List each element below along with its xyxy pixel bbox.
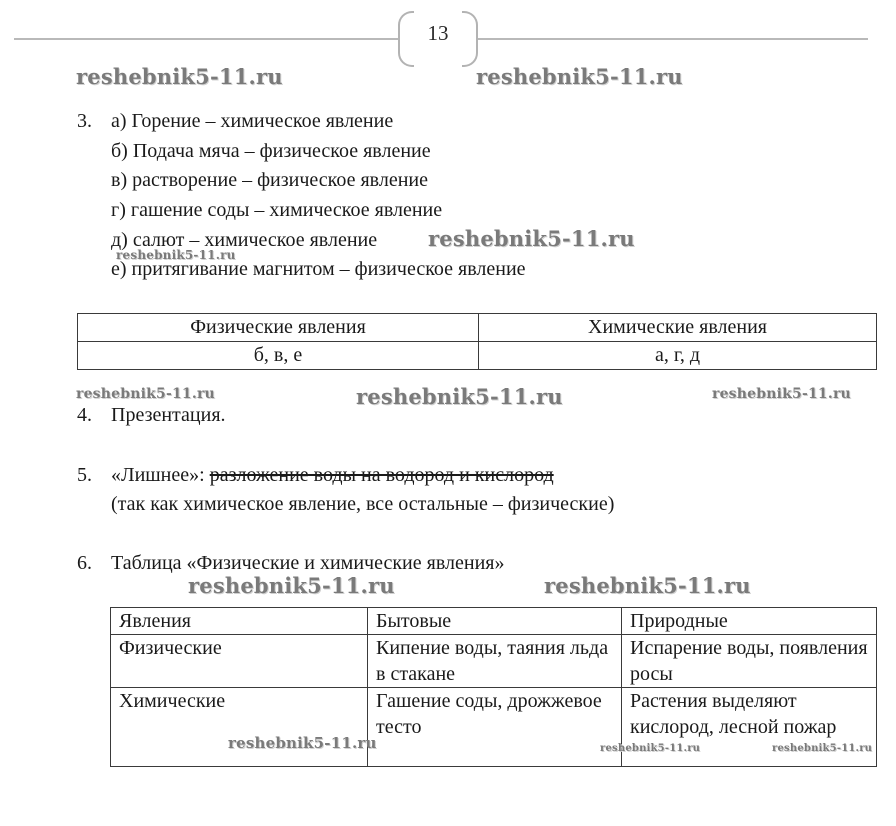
watermark: reshebnik5-11.ru (428, 226, 635, 251)
task6-table (110, 607, 877, 767)
table-cell: а, г, д (479, 342, 877, 370)
table-header-cell: Бытовые (368, 608, 622, 635)
table-cell: Физические (111, 635, 368, 688)
task5-number: 5. (77, 464, 92, 486)
task3-number: 3. (77, 110, 92, 132)
table-header-cell: Явления (111, 608, 368, 635)
task3-line-e: д) салют – химическое явление (111, 229, 378, 251)
table-header-cell: Физические явления (78, 314, 479, 342)
watermark: reshebnik5-11.ru (544, 573, 751, 598)
task4-text: Презентация. (111, 404, 226, 426)
table-header-cell: Природные (622, 608, 877, 635)
table-cell: б, в, е (78, 342, 479, 370)
table-header-row (111, 608, 877, 635)
task3-line-b: б) Подача мяча – физическое явление (111, 140, 431, 162)
table-row (111, 635, 877, 688)
page-number-frame (398, 11, 478, 63)
task5-struck-answer: разложение воды на водород и кислород (209, 464, 554, 486)
watermark: reshebnik5-11.ru (476, 64, 683, 89)
watermark: reshebnik5-11.ru (356, 384, 563, 409)
task5-note: (так как химическое явление, все остальные – физические) (111, 493, 615, 515)
header-rule-right (478, 38, 868, 40)
table-cell: Кипение воды, таяния льда в стакане (368, 635, 622, 688)
watermark: reshebnik5-11.ru (76, 386, 215, 402)
table-row (78, 342, 877, 370)
task3-line-d: г) гашение соды – химическое явление (111, 199, 443, 221)
table-row (111, 688, 877, 767)
task3-line-f: е) притягивание магнитом – физическое явление (111, 258, 526, 280)
table-cell: Химические (111, 688, 368, 767)
task4-number: 4. (77, 404, 92, 426)
watermark: reshebnik5-11.ru (228, 734, 377, 752)
table-header-cell: Химические явления (479, 314, 877, 342)
watermark: reshebnik5-11.ru (600, 743, 701, 754)
task3-table (77, 313, 877, 370)
task3-line-c: в) растворение – физическое явление (111, 169, 428, 191)
table-header-row (78, 314, 877, 342)
task5-line (111, 463, 554, 487)
watermark: reshebnik5-11.ru (188, 573, 395, 598)
table-cell: Растения выделяют кислород, лесной пожар (622, 688, 877, 767)
table-cell: Испарение воды, появления росы (622, 635, 877, 688)
task6-number: 6. (77, 552, 92, 574)
page-number: 13 (427, 21, 449, 45)
task6-title: Таблица «Физические и химические явления» (111, 552, 505, 574)
task3-line-a: а) Горение – химическое явление (111, 110, 394, 132)
header-rule-left (14, 38, 398, 40)
task5-prefix: «Лишнее»: (111, 464, 210, 486)
watermark: reshebnik5-11.ru (76, 64, 283, 89)
watermark: reshebnik5-11.ru (712, 386, 851, 402)
watermark: reshebnik5-11.ru (772, 743, 873, 754)
watermark: reshebnik5-11.ru (116, 248, 236, 262)
table-cell: Гашение соды, дрожжевое тесто (368, 688, 622, 767)
